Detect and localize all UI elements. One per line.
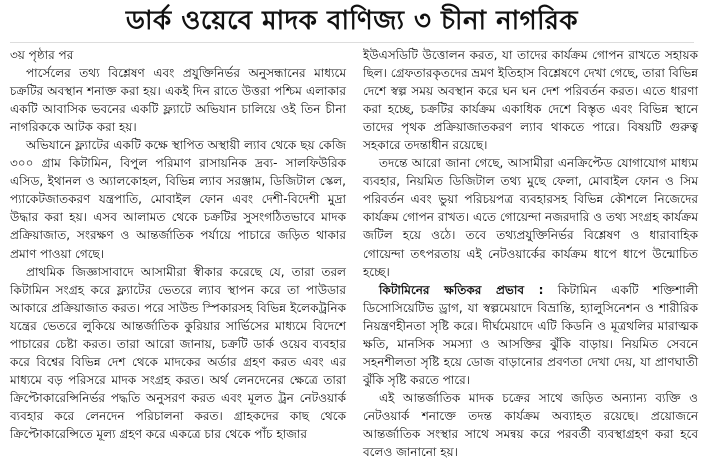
right-column <box>363 46 698 461</box>
paragraph: পার্সেলের তথ্য বিশ্লেষণ এবং প্রযুক্তিনির্ভর অনুসন্ধানের মাধ্যমে চক্রটির অবস্থান শনাক্ত করা হয়। একই দিন রাতে উত্তরা পশ্চিম এলাকার একটি আবাসিক ভবনের একটি ফ্ল্যাটে অভিযান চালিয়ে ওই তিন চীনা নাগরিককে আটক করা হয়। <box>10 66 346 135</box>
continuation-note: ৩য় পৃষ্ঠার পর <box>10 48 74 62</box>
left-column <box>10 46 346 443</box>
paragraph: প্রাথমিক জিজ্ঞাসাবাদে আসামীরা স্বীকার করেছে যে, তারা তরল কিটামিন সংগ্রহ করে ফ্ল্যাটের ভেতরে ল্যাব স্থাপন করে তা পাউডার আকারে প্রক্রিয়াজাত করত। পরে সাউন্ড স্পিকারসহ বিভিন্ন ইলেকট্রনিক যন্ত্রের ভেতরে লুকিয়ে আন্তর্জাতিক কুরিয়ার সার্ভিসের মাধ্যমে বিদেশে পাচারের চেষ্টা করত। তারা আরো জানায়, চক্রটি ডার্ক ওয়েব ব্যবহার করে বিশ্বের বিভিন্ন দেশ থেকে মাদকের অর্ডার গ্রহণ করত এবং এর মাধ্যমে বড় পরিসরে মাদক সংগ্রহ করত। অর্থ লেনদেনের ক্ষেত্রে তারা ক্রিপ্টোকারেন্সিনির্ভর পদ্ধতি অনুসরণ করত এবং মূলত ট্রন নেটওয়ার্ক ব্যবহার করে লেনদেন পরিচালনা করত। গ্রাহকদের কাছ থেকে ক্রিপ্টোকারেন্সিতে মূল্য গ্রহণ করে একত্রে চার থেকে পাঁচ হাজার <box>10 264 346 441</box>
paragraph-effects <box>363 281 698 389</box>
section-subhead: কিটামিনের ক্ষতিকর প্রভাব : <box>379 282 544 297</box>
paragraph: তদন্তে আরো জানা গেছে, আসামীরা এনক্রিপ্টেড যোগাযোগ মাধ্যম ব্যবহার, নিয়মিত ডিজিটাল তথ্য মুছে ফেলা, মোবাইল ফোন ও সিম পরিবর্তন এবং ভুয়া পরিচয়পত্র ব্যবহারসহ বিভিন্ন কৌশলে নিজেদের কার্যক্রম গোপন রাখত। এতে গোয়েন্দা নজরদারি ও তথ্য সংগ্রহ কার্যক্রম জটিল হয়ে ওঠে। তবে তথ্যপ্রযুক্তিনির্ভর বিশ্লেষণ ও ধারাবাহিক গোয়েন্দা তৎপরতায় এই নেটওয়ার্কের কার্যক্রম ধাপে ধাপে উন্মোচিত হচ্ছে। <box>363 156 698 279</box>
headline-divider <box>10 42 694 43</box>
headline: ডার্ক ওয়েবে মাদক বাণিজ্য ৩ চীনা নাগরিক <box>125 6 579 36</box>
subhead-text: কিটামিন একটি শক্তিশালী ডিসোসিয়েটিভ ড্রাগ, যা স্বল্পমেয়াদে বিভ্রান্তি, হ্যালুসিনেশন ও শারীরিক নিয়ন্ত্রণহীনতা সৃষ্টি করে। দীর্ঘমেয়াদে এটি কিডনি ও মূত্রথলির মারাত্মক ক্ষতি, মানসিক সমস্যা ও আসক্তির ঝুঁকি বাড়ায়। নিয়মিত সেবনে সহনশীলতা সৃষ্টি হয়ে ডোজ বাড়ানোর প্রবণতা দেখা দেয়, যা প্রাণঘাতী ঝুঁকি সৃষ্টি করতে পারে। <box>363 282 698 387</box>
paragraph: অভিযানে ফ্ল্যাটের একটি কক্ষে স্থাপিত অস্থায়ী ল্যাব থেকে ছয় কেজি ৩০০ গ্রাম কিটামিন, বিপুল পরিমাণ রাসায়নিক দ্রব্য- সালফিউরিক এসিড, ইথানল ও অ্যালকোহল, বিভিন্ন ল্যাব সরঞ্জাম, ডিজিটাল স্কেল, প্যাকেটজাতকরণ যন্ত্রপাতি, মোবাইল ফোন এবং দেশী-বিদেশী মুদ্রা উদ্ধার করা হয়। এসব আলামত থেকে চক্রটির সুসংগঠিতভাবে মাদক প্রক্রিয়াজাত, সংরক্ষণ ও আন্তর্জাতিক পর্যায়ে পাচারে জড়িত থাকার প্রমাণ পাওয়া গেছে। <box>10 138 346 261</box>
paragraph: ইউএসডিটি উত্তোলন করত, যা তাদের কার্যক্রম গোপন রাখতে সহায়ক ছিল। গ্রেফতারকৃতদের ভ্রমণ ইতিহাস বিশ্লেষণে দেখা গেছে, তারা বিভিন্ন দেশে স্বল্প সময় অবস্থান করে ঘন ঘন দেশ পরিবর্তন করত। এতে ধারণা করা হচ্ছে, চক্রটির কার্যক্রম একাধিক দেশে বিস্তৃত এবং বিভিন্ন স্থানে তাদের পৃথক প্রক্রিয়াজাতকরণ ল্যাব থাকতে পারে। বিষয়টি গুরুত্ব সহকারে তদন্তাধীন রয়েছে। <box>363 48 698 153</box>
paragraph: এই আন্তর্জাতিক মাদক চক্রের সাথে জড়িত অন্যান্য ব্যক্তি ও নেটওয়ার্ক শনাক্তে তদন্ত কার্যক্রম অব্যাহত রয়েছে। প্রয়োজনে আন্তর্জাতিক সংস্থার সাথে সমন্বয় করে পরবর্তী ব্যবস্থাগ্রহণ করা হবে বলেও জানানো হয়। <box>363 390 698 460</box>
